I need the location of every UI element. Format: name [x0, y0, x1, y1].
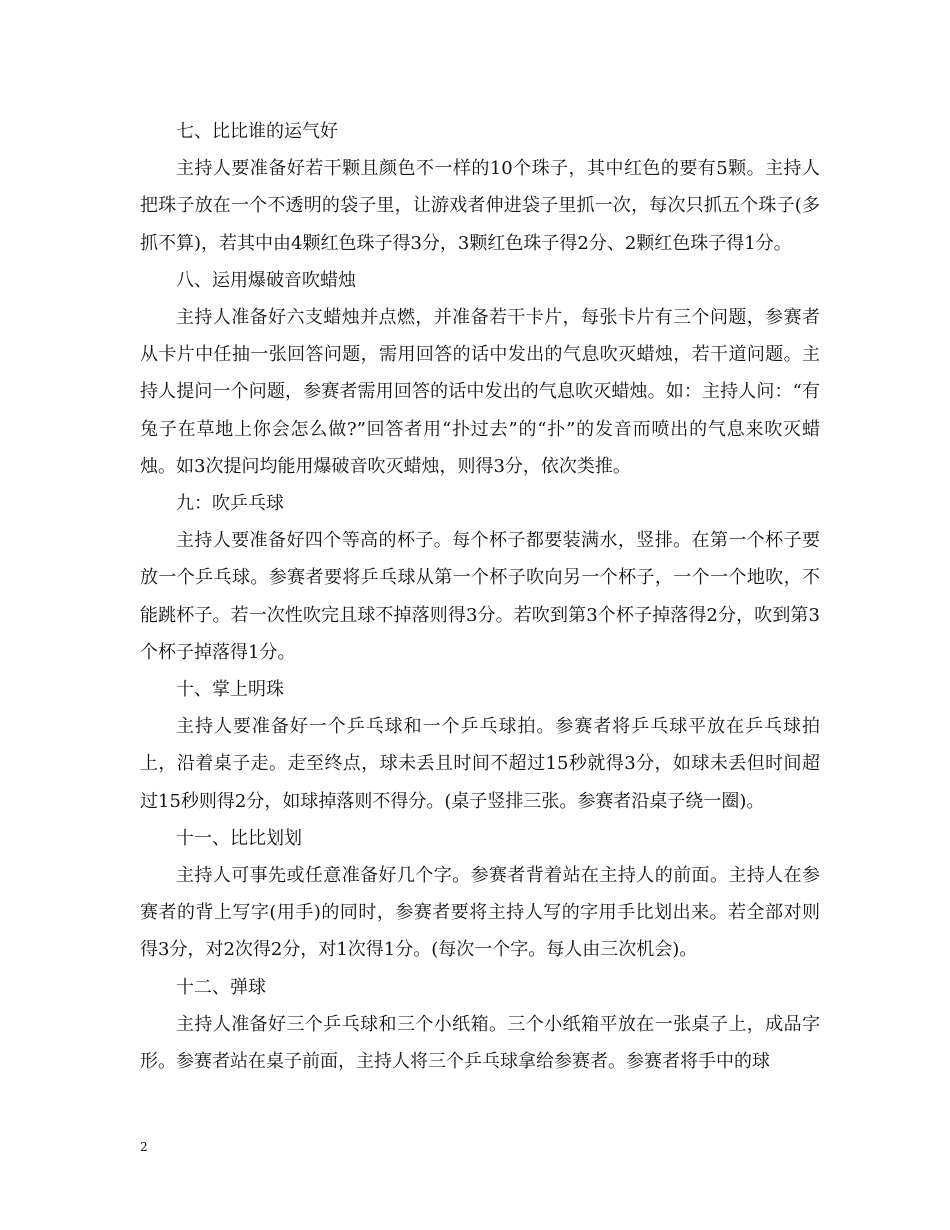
- paragraph-section-8: 主持人准备好六支蜡烛并点燃，并准备若干卡片，每张卡片有三个问题，参赛者从卡片中任抽一张回答问题，需用回答的话中发出的气息吹灭蜡烛，若干道问题。主持人提问一个问题，参赛者需用回答的话中发出的气息吹灭蜡烛。如：主持人问：“有兔子在草地上你会怎么做?”回答者用“扑过去”的“扑”的发音而喷出的气息来吹灭蜡烛。如3次提问均能用爆破音吹灭蜡烛，则得3分，依次类推。: [140, 307, 820, 477]
- heading-section-11: 十一、比比划划: [176, 827, 302, 849]
- heading-section-8: 八、运用爆破音吹蜡烛: [176, 269, 356, 291]
- paragraph-section-12: 主持人准备好三个乒乓球和三个小纸箱。三个小纸箱平放在一张桌子上，成品字形。参赛者站在桌子前面，主持人将三个乒乓球拿给参赛者。参赛者将手中的球: [140, 1013, 820, 1073]
- heading-section-12: 十二、弹球: [176, 976, 266, 998]
- document-body: [140, 113, 820, 1080]
- paragraph-section-11: 主持人可事先或任意准备好几个字。参赛者背着站在主持人的前面。主持人在参赛者的背上写字(用手)的同时，参赛者要将主持人写的字用手比划出来。若全部对则得3分，对2次得2分，对1次得1分。(每次一个字。每人由三次机会)。: [140, 865, 820, 961]
- paragraph-section-10: 主持人要准备好一个乒乓球和一个乒乓球拍。参赛者将乒乓球平放在乒乓球拍上，沿着桌子走。走至终点，球未丢且时间不超过15秒就得3分，如球未丢但时间超过15秒则得2分，如球掉落则不得分。(桌子竖排三张。参赛者沿桌子绕一圈)。: [140, 716, 820, 812]
- heading-section-9: 九：吹乒乓球: [176, 493, 284, 515]
- page-number: 2: [140, 1140, 148, 1154]
- paragraph-section-9: 主持人要准备好四个等高的杯子。每个杯子都要装满水，竖排。在第一个杯子要放一个乒乓球。参赛者要将乒乓球从第一个杯子吹向另一个杯子，一个一个地吹，不能跳杯子。若一次性吹完且球不掉落则得3分。若吹到第3个杯子掉落得2分，吹到第3个杯子掉落得1分。: [140, 530, 820, 663]
- heading-section-10: 十、掌上明珠: [176, 679, 284, 701]
- heading-section-7: 七、比比谁的运气好: [176, 121, 338, 142]
- paragraph-section-7: 主持人要准备好若干颗且颜色不一样的10个珠子，其中红色的要有5颗。主持人把珠子放在一个不透明的袋子里，让游戏者伸进袋子里抓一次，每次只抓五个珠子(多抓不算)，若其中由4颗红色珠子得3分，3颗红色珠子得2分、2颗红色珠子得1分。: [140, 158, 820, 254]
